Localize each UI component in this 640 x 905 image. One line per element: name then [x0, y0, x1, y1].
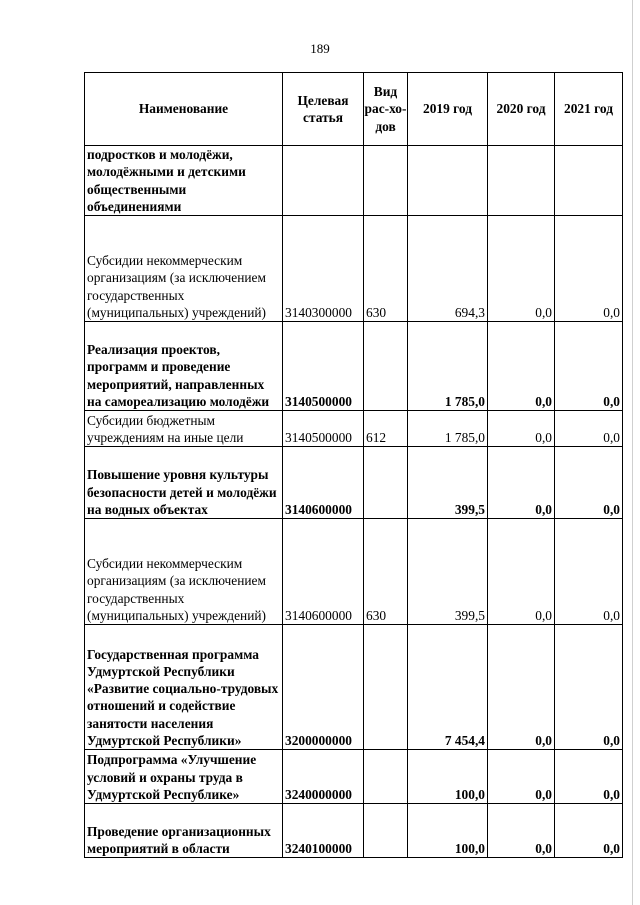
header-article: Целевая статья	[283, 73, 364, 146]
cell-2021: 0,0	[555, 750, 623, 804]
cell-name: Государственная программа Удмуртской Республики «Развитие социально-трудовых отношений и содействие занятости населения Удмуртской Республики»	[85, 625, 283, 750]
cell-kind: 612	[364, 411, 408, 447]
table-row	[85, 519, 623, 625]
cell-2021	[555, 146, 623, 216]
cell-2019: 399,5	[408, 519, 488, 625]
table-row	[85, 146, 623, 216]
cell-article: 3140500000	[283, 411, 364, 447]
header-name: Наименование	[85, 73, 283, 146]
cell-2020: 0,0	[488, 519, 555, 625]
cell-2021: 0,0	[555, 447, 623, 519]
cell-2020: 0,0	[488, 750, 555, 804]
cell-2021: 0,0	[555, 804, 623, 858]
cell-article: 3140600000	[283, 519, 364, 625]
cell-name: Проведение организационных мероприятий в области	[85, 804, 283, 858]
cell-article: 3140500000	[283, 322, 364, 411]
cell-2019	[408, 146, 488, 216]
cell-name: Реализация проектов, программ и проведение мероприятий, направленных на самореализацию молодёжи	[85, 322, 283, 411]
table-header-row	[85, 73, 623, 146]
cell-name: Субсидии некоммерческим организациям (за исключением государственных (муниципальных) учреждений)	[85, 216, 283, 322]
cell-2019: 7 454,4	[408, 625, 488, 750]
cell-2021: 0,0	[555, 322, 623, 411]
table-row	[85, 750, 623, 804]
cell-article: 3140600000	[283, 447, 364, 519]
cell-name: Субсидии некоммерческим организациям (за исключением государственных (муниципальных) учреждений)	[85, 519, 283, 625]
cell-2021: 0,0	[555, 411, 623, 447]
cell-article: 3240000000	[283, 750, 364, 804]
header-kind: Вид рас-хо-дов	[364, 73, 408, 146]
cell-kind	[364, 322, 408, 411]
cell-2019: 100,0	[408, 804, 488, 858]
cell-2019: 1 785,0	[408, 322, 488, 411]
cell-name: Повышение уровня культуры безопасности детей и молодёжи на водных объектах	[85, 447, 283, 519]
cell-kind	[364, 447, 408, 519]
table-row	[85, 447, 623, 519]
cell-2019: 100,0	[408, 750, 488, 804]
cell-kind	[364, 625, 408, 750]
cell-2020: 0,0	[488, 216, 555, 322]
cell-kind	[364, 750, 408, 804]
cell-kind	[364, 146, 408, 216]
cell-2021: 0,0	[555, 216, 623, 322]
cell-2020: 0,0	[488, 322, 555, 411]
cell-2019: 1 785,0	[408, 411, 488, 447]
cell-2021: 0,0	[555, 519, 623, 625]
cell-kind: 630	[364, 216, 408, 322]
page-number: 189	[310, 41, 330, 56]
table-row	[85, 625, 623, 750]
header-2019: 2019 год	[408, 73, 488, 146]
header-2021: 2021 год	[555, 73, 623, 146]
scan-edge-line	[632, 0, 633, 905]
cell-name: Субсидии бюджетным учреждениям на иные цели	[85, 411, 283, 447]
cell-name: подростков и молодёжи, молодёжными и детскими общественными объединениями	[85, 146, 283, 216]
cell-2020: 0,0	[488, 625, 555, 750]
cell-2020: 0,0	[488, 804, 555, 858]
cell-2019: 694,3	[408, 216, 488, 322]
cell-article	[283, 146, 364, 216]
table-row	[85, 804, 623, 858]
cell-2020: 0,0	[488, 447, 555, 519]
cell-article: 3200000000	[283, 625, 364, 750]
cell-article: 3240100000	[283, 804, 364, 858]
cell-2020: 0,0	[488, 411, 555, 447]
cell-kind	[364, 804, 408, 858]
table-row	[85, 216, 623, 322]
table-row	[85, 411, 623, 447]
cell-kind: 630	[364, 519, 408, 625]
cell-article: 3140300000	[283, 216, 364, 322]
budget-table	[84, 72, 623, 858]
header-2020: 2020 год	[488, 73, 555, 146]
table-body	[85, 146, 623, 858]
cell-2020	[488, 146, 555, 216]
cell-name: Подпрограмма «Улучшение условий и охраны труда в Удмуртской Республике»	[85, 750, 283, 804]
table-row	[85, 322, 623, 411]
cell-2021: 0,0	[555, 625, 623, 750]
cell-2019: 399,5	[408, 447, 488, 519]
